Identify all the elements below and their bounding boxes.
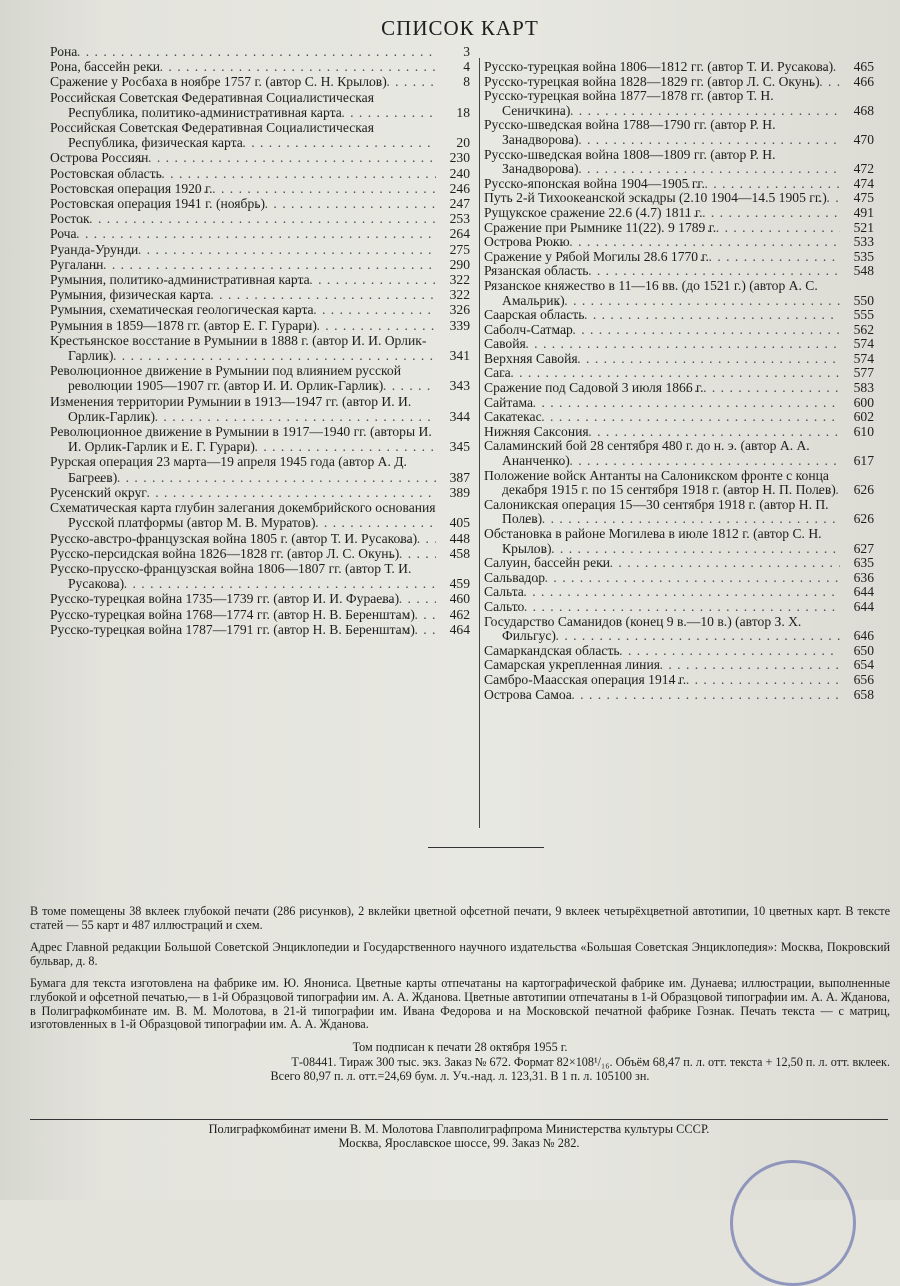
map-entry [50,622,470,637]
map-entry-title: Революционное движение в Румынии под влиянием русской революции 1905—1907 гг. (автор И. И. Орлик-Гарлик) . . . [50,363,401,393]
map-entry-page: 343 [449,378,470,394]
map-entry-page: 617 [853,453,874,469]
map-entry-title: Схематическая карта глубин залегания докембрийского основания Русской платформы (автор М. В. Муратов) . . . [50,500,436,530]
map-entry-title: Ростовская область . . . [50,166,162,181]
map-entry-page: 656 [853,671,874,687]
map-entry-title: Ростовская операция 1920 г. . . . [50,181,213,196]
map-entry [484,469,874,498]
map-entry [484,658,874,673]
map-entry-page: 470 [853,131,874,147]
map-entry-page: 644 [853,598,874,614]
map-entry [484,75,874,90]
map-entry-page: 562 [853,321,874,337]
map-entry-title: Русско-австро-французская война 1805 г. (автор Т. И. Русакова) . . . [50,531,417,546]
map-entry [50,242,470,257]
map-entry [484,177,874,192]
map-entry-title: Русско-японская война 1904—1905 гг. . . . [484,177,705,191]
map-entry-page: 290 [449,256,470,272]
map-entry-title: Рущукское сражение 22.6 (4.7) 1811 г. . . . [484,206,702,220]
left-column [50,44,470,637]
map-entry [50,166,470,181]
map-entry-title: Саарская область . . . [484,308,584,322]
map-entry [50,44,470,59]
map-entry [50,363,470,393]
map-entry [50,333,470,363]
map-entry-page: 533 [853,234,874,250]
map-entry-page: 460 [449,591,470,607]
map-entry [50,181,470,196]
map-entry-title: Роча . . . [50,226,77,241]
map-entry-title: Путь 2-й Тихоокеанской эскадры (2.10 1904—14.5 1905 гг.) . . . [484,191,827,205]
map-entry [50,302,470,317]
map-entry-title: Румыния, схематическая геологическая карта . . . [50,302,314,317]
map-entry-page: 475 [853,190,874,206]
map-entry [50,318,470,333]
map-entry-title: Русско-турецкая война 1877—1878 гг. (автор Т. Н. Сеничкина) . . . [484,89,774,118]
map-entry-page: 474 [853,175,874,191]
imprint-signed: Том подписан к печати 28 октября 1955 г. [352,1039,568,1054]
map-entry-page: 644 [853,584,874,600]
imprint-specs-1: Т-08441. Тираж 300 тыс. экз. Заказ № 672. Формат 82×108¹/₁₆. Объём 68,47 п. л. отт. текста + 12,50 п. л. отт. вклеек. [291,1055,890,1070]
map-entry [484,89,874,118]
map-entry-page: 341 [449,348,470,364]
map-entry-title: Русско-турецкая война 1787—1791 гг. (автор Н. В. Беренштам) . . . [50,622,415,637]
map-entry-page: 240 [449,165,470,181]
map-entry [50,394,470,424]
map-entry-page: 635 [853,555,874,571]
map-entry-page: 389 [449,484,470,500]
map-entry [50,211,470,226]
map-entry-page: 646 [853,628,874,644]
map-entry-page: 8 [463,74,470,90]
map-entry-title: Самбро-Маасская операция 1914 г. . . . [484,673,686,687]
map-entry-page: 574 [853,336,874,352]
map-entry [50,272,470,287]
map-entry-title: Сальта . . . [484,585,524,599]
right-column [484,60,874,702]
map-entry [484,381,874,396]
map-entry-page: 535 [853,248,874,264]
map-entry [484,352,874,367]
imprint-specs-2: Всего 80,97 п. л. отт.=24,69 бум. л. Уч.-над. л. 123,31. В 1 п. л. 105100 зн. [270,1068,650,1083]
map-entry-title: Русско-шведская война 1808—1809 гг. (автор Р. Н. Занадворова) . . . [484,148,776,177]
map-entry [484,571,874,586]
map-entry [484,673,874,688]
map-entry-title: Сага . . . [484,366,511,380]
map-entry-title: Русско-турецкая война 1828—1829 гг. (автор Л. С. Окунь) . . . [484,75,820,89]
map-entry-title: Салоникская операция 15—30 сентября 1918 г. (автор Н. П. Полев) . . . [484,498,829,527]
imprint-block [30,905,890,1084]
map-entry-title: Сакатекас . . . [484,410,542,424]
map-entry-title: Нижняя Саксония . . . [484,425,589,439]
map-entry-title: Салуин, бассейн реки . . . [484,556,610,570]
map-entry-title: Ростовская операция 1941 г. (ноябрь) . . . [50,196,265,211]
map-entry [50,500,470,530]
map-entry-title: Обстановка в районе Могилева в июле 1812 г. (автор С. Н. Крылов) . . . [484,527,822,556]
map-entry-page: 464 [449,621,470,637]
map-entry [50,226,470,241]
map-entry-title: Русенский округ . . . [50,485,147,500]
section-divider [428,847,544,848]
map-entry [50,546,470,561]
map-entry-title: Русско-турецкая война 1806—1812 гг. (автор Т. И. Русакова) . . . [484,60,833,74]
footer [30,1122,888,1150]
imprint-contents: В томе помещены 38 вклеек глубокой печати (286 рисунков), 2 вклейки цветной офсетной печати, 9 вклеек четырёхцветной автотипии, 10 цветных карт. В тексте статей — 55 карт и 487 иллюстраций и схем. [30,904,890,932]
map-entry [50,90,470,120]
map-entry [484,644,874,659]
footer-rule [30,1119,888,1120]
map-entry-page: 459 [449,576,470,592]
map-entry-title: Руанда-Урунди . . . [50,242,138,257]
map-entry-title: Русско-турецкая война 1735—1739 гг. (автор И. И. Фураева) . . . [50,591,399,606]
map-entry [484,396,874,411]
map-entry [50,591,470,606]
map-entry-title: Рона, бассейн реки . . . [50,59,160,74]
map-entry [484,425,874,440]
map-entry-page: 574 [853,350,874,366]
page-title: СПИСОК КАРТ [381,16,539,40]
imprint-address: Адрес Главной редакции Большой Советской Энциклопедии и Государственного научного издательства «Большая Советская Энциклопедия»: Москва, Покровский бульвар, д. 8. [30,940,890,968]
map-entry [50,196,470,211]
map-entry-title: Верхняя Савойя . . . [484,352,578,366]
map-entry [484,206,874,221]
map-entry [484,410,874,425]
map-entry-page: 521 [853,219,874,235]
map-entry [50,59,470,74]
map-entry [50,150,470,165]
map-entry [484,498,874,527]
footer-line-2: Москва, Ярославское шоссе, 99. Заказ № 282. [338,1136,580,1150]
map-entry [50,561,470,591]
map-entry-page: 448 [449,530,470,546]
map-entry-title: Острова Самоа . . . [484,688,572,702]
map-entry-page: 253 [449,211,470,227]
map-entry [50,257,470,272]
map-entry-page: 491 [853,204,874,220]
map-entry-page: 600 [853,394,874,410]
map-entry-title: Крестьянское восстание в Румынии в 1888 г. (автор И. И. Орлик-Гарлик) . . . [50,333,426,363]
map-entry [484,600,874,615]
map-entry [484,221,874,236]
map-entry-title: Сальто . . . [484,600,524,614]
map-entry-title: Румыния, физическая карта . . . [50,287,211,302]
map-entry-title: Росток . . . [50,211,90,226]
map-entry-title: Сражение у Росбаха в ноябре 1757 г. (автор С. Н. Крылов) . . . [50,74,387,89]
map-entry-title: Румыния в 1859—1878 гг. (автор Е. Г. Гурари) . . . [50,318,317,333]
map-entry [484,148,874,177]
map-entry-page: 326 [449,302,470,318]
map-entry-page: 583 [853,380,874,396]
map-entry [484,235,874,250]
map-entry-title: Рязанская область . . . [484,264,588,278]
map-entry-page: 264 [449,226,470,242]
map-entry-page: 339 [449,317,470,333]
map-entry-title: Революционное движение в Румынии в 1917—1940 гг. (авторы И. И. Орлик-Гарлик и Е. Г. Гурари) . . . [50,424,432,454]
map-entry [50,485,470,500]
map-entry-page: 465 [853,59,874,74]
map-entry-page: 650 [853,642,874,658]
map-entry-title: Русско-шведская война 1788—1790 гг. (автор Р. Н. Занадворова) . . . [484,118,776,147]
map-entry-page: 636 [853,569,874,585]
map-entry-page: 345 [449,439,470,455]
map-entry-page: 626 [853,511,874,527]
map-entry [484,323,874,338]
map-entry-title: Сайтама . . . [484,396,533,410]
map-entry [484,585,874,600]
map-entry [484,688,874,703]
map-entry [50,424,470,454]
map-entry-title: Российская Советская Федеративная Социалистическая Республика, физическая карта . . . [50,120,374,150]
map-entry-page: 548 [853,263,874,279]
map-entry-title: Сражение при Рымнике 11(22). 9 1789 г. . . . [484,221,716,235]
map-entry-title: Самаркандская область . . . [484,644,620,658]
map-entry-page: 322 [449,287,470,303]
map-entry-page: 405 [449,515,470,531]
map-entry-title: Острова Рюкю . . . [484,235,570,249]
map-entry-page: 654 [853,657,874,673]
map-entry [50,454,470,484]
map-entry-page: 610 [853,423,874,439]
map-entry-title: Русско-турецкая война 1768—1774 гг. (автор Н. В. Беренштам) . . . [50,607,415,622]
map-entry [50,607,470,622]
map-entry [484,527,874,556]
map-entry [484,191,874,206]
map-entry-title: Сальвадор . . . [484,571,545,585]
map-entry-title: Рязанское княжество в 11—16 вв. (до 1521 г.) (автор А. С. Амальрик) . . . [484,279,818,308]
map-entry-title: Савойя . . . [484,337,526,351]
footer-line-1: Полиграфкомбинат имени В. М. Молотова Главполиграфпрома Министерства культуры СССР. [208,1122,710,1136]
map-entry [484,279,874,308]
map-entry-page: 322 [449,272,470,288]
map-entry-page: 472 [853,161,874,177]
map-entry-page: 230 [449,150,470,166]
map-entry-title: Саламинский бой 28 сентября 480 г. до н. э. (автор А. А. Ананченко) . . . [484,439,810,468]
map-entry-title: Острова Россиян . . . [50,150,148,165]
map-entry-page: 387 [449,469,470,485]
map-entry-page: 626 [853,482,874,498]
column-divider [479,58,480,828]
map-entry-page: 602 [853,409,874,425]
map-entry-page: 247 [449,196,470,212]
map-entry-title: Ругаланн . . . [50,257,103,272]
map-entry-title: Сражение у Рябой Могилы 28.6 1770 г. . . . [484,250,709,264]
map-entry [50,74,470,89]
map-entry [484,60,874,75]
map-entry-title: Сражение под Садовой 3 июля 1866 г. . . . [484,381,703,395]
library-stamp [730,1160,856,1286]
map-entry-page: 275 [449,241,470,257]
map-entry-title: Положение войск Антанты на Салоникском фронте с конца декабря 1915 г. по 15 сентября 1918 г. (автор Н. П. Полев) . . . [484,469,836,498]
map-entry-title: Русско-прусско-французская война 1806—1807 гг. (автор Т. И. Русакова) . . . [50,561,411,591]
map-entry-title: Рона . . . [50,44,77,59]
map-entry-title: Изменения территории Румынии в 1913—1947 гг. (автор И. И. Орлик-Гарлик) . . . [50,394,411,424]
map-entry-page: 458 [449,545,470,561]
map-entry-page: 18 [456,104,470,120]
map-entry-page: 555 [853,307,874,323]
map-entry-page: 550 [853,292,874,308]
map-entry [484,337,874,352]
map-entry [50,531,470,546]
map-entry [484,264,874,279]
map-entry [50,287,470,302]
map-entry-title: Румыния, политико-административная карта . . . [50,272,310,287]
map-entry-title: Российская Советская Федеративная Социалистическая Республика, политико-административная карта . . . [50,90,374,120]
map-entry-title: Саболч-Сатмар . . . [484,323,573,337]
map-entry [484,118,874,147]
map-entry-page: 4 [463,59,470,75]
map-entry-page: 466 [853,73,874,89]
map-entry-page: 246 [449,180,470,196]
map-entry [484,250,874,265]
map-entry-page: 658 [853,686,874,702]
map-entry [484,308,874,323]
map-entry [484,439,874,468]
map-entry-page: 577 [853,365,874,381]
map-entry-page: 462 [449,606,470,622]
map-entry [484,615,874,644]
map-entry [50,120,470,150]
map-entry-title: Русско-персидская война 1826—1828 гг. (автор Л. С. Окунь) . . . [50,546,399,561]
map-entry [484,366,874,381]
map-entry-page: 344 [449,408,470,424]
map-entry [484,556,874,571]
map-entry-page: 3 [463,44,470,59]
map-entry-title: Государство Саманидов (конец 9 в.—10 в.) (автор З. Х. Фильгус) . . . [484,615,801,644]
map-entry-page: 468 [853,102,874,118]
map-entry-title: Рурская операция 23 марта—19 апреля 1945 года (автор А. Д. Багреев) . . . [50,454,407,484]
map-entry-title: Самарская укрепленная линия . . . [484,658,660,672]
map-entry-page: 627 [853,540,874,556]
map-entry-page: 20 [456,135,470,151]
imprint-printing: Бумага для текста изготовлена на фабрике им. Ю. Янониса. Цветные карты отпечатаны на картографической фабрике им. Дунаева; иллюстрации, выполненные глубокой и офсетной печатью,— в 1-й Образцовой типографии им. А. А. Жданова. Цветные автотипии отпечатаны в 1-й Образцовой типографии им. А. А. Жданова, в Полиграфкомбинате им. В. М. Молотова, в 21-й типографии им. Ивана Федорова и на Московской печатной фабрике Гознак. Печать текста — с матриц, изготовленных в 1-й Образцовой типографии им. А. А. Жданова. [30,976,890,1032]
